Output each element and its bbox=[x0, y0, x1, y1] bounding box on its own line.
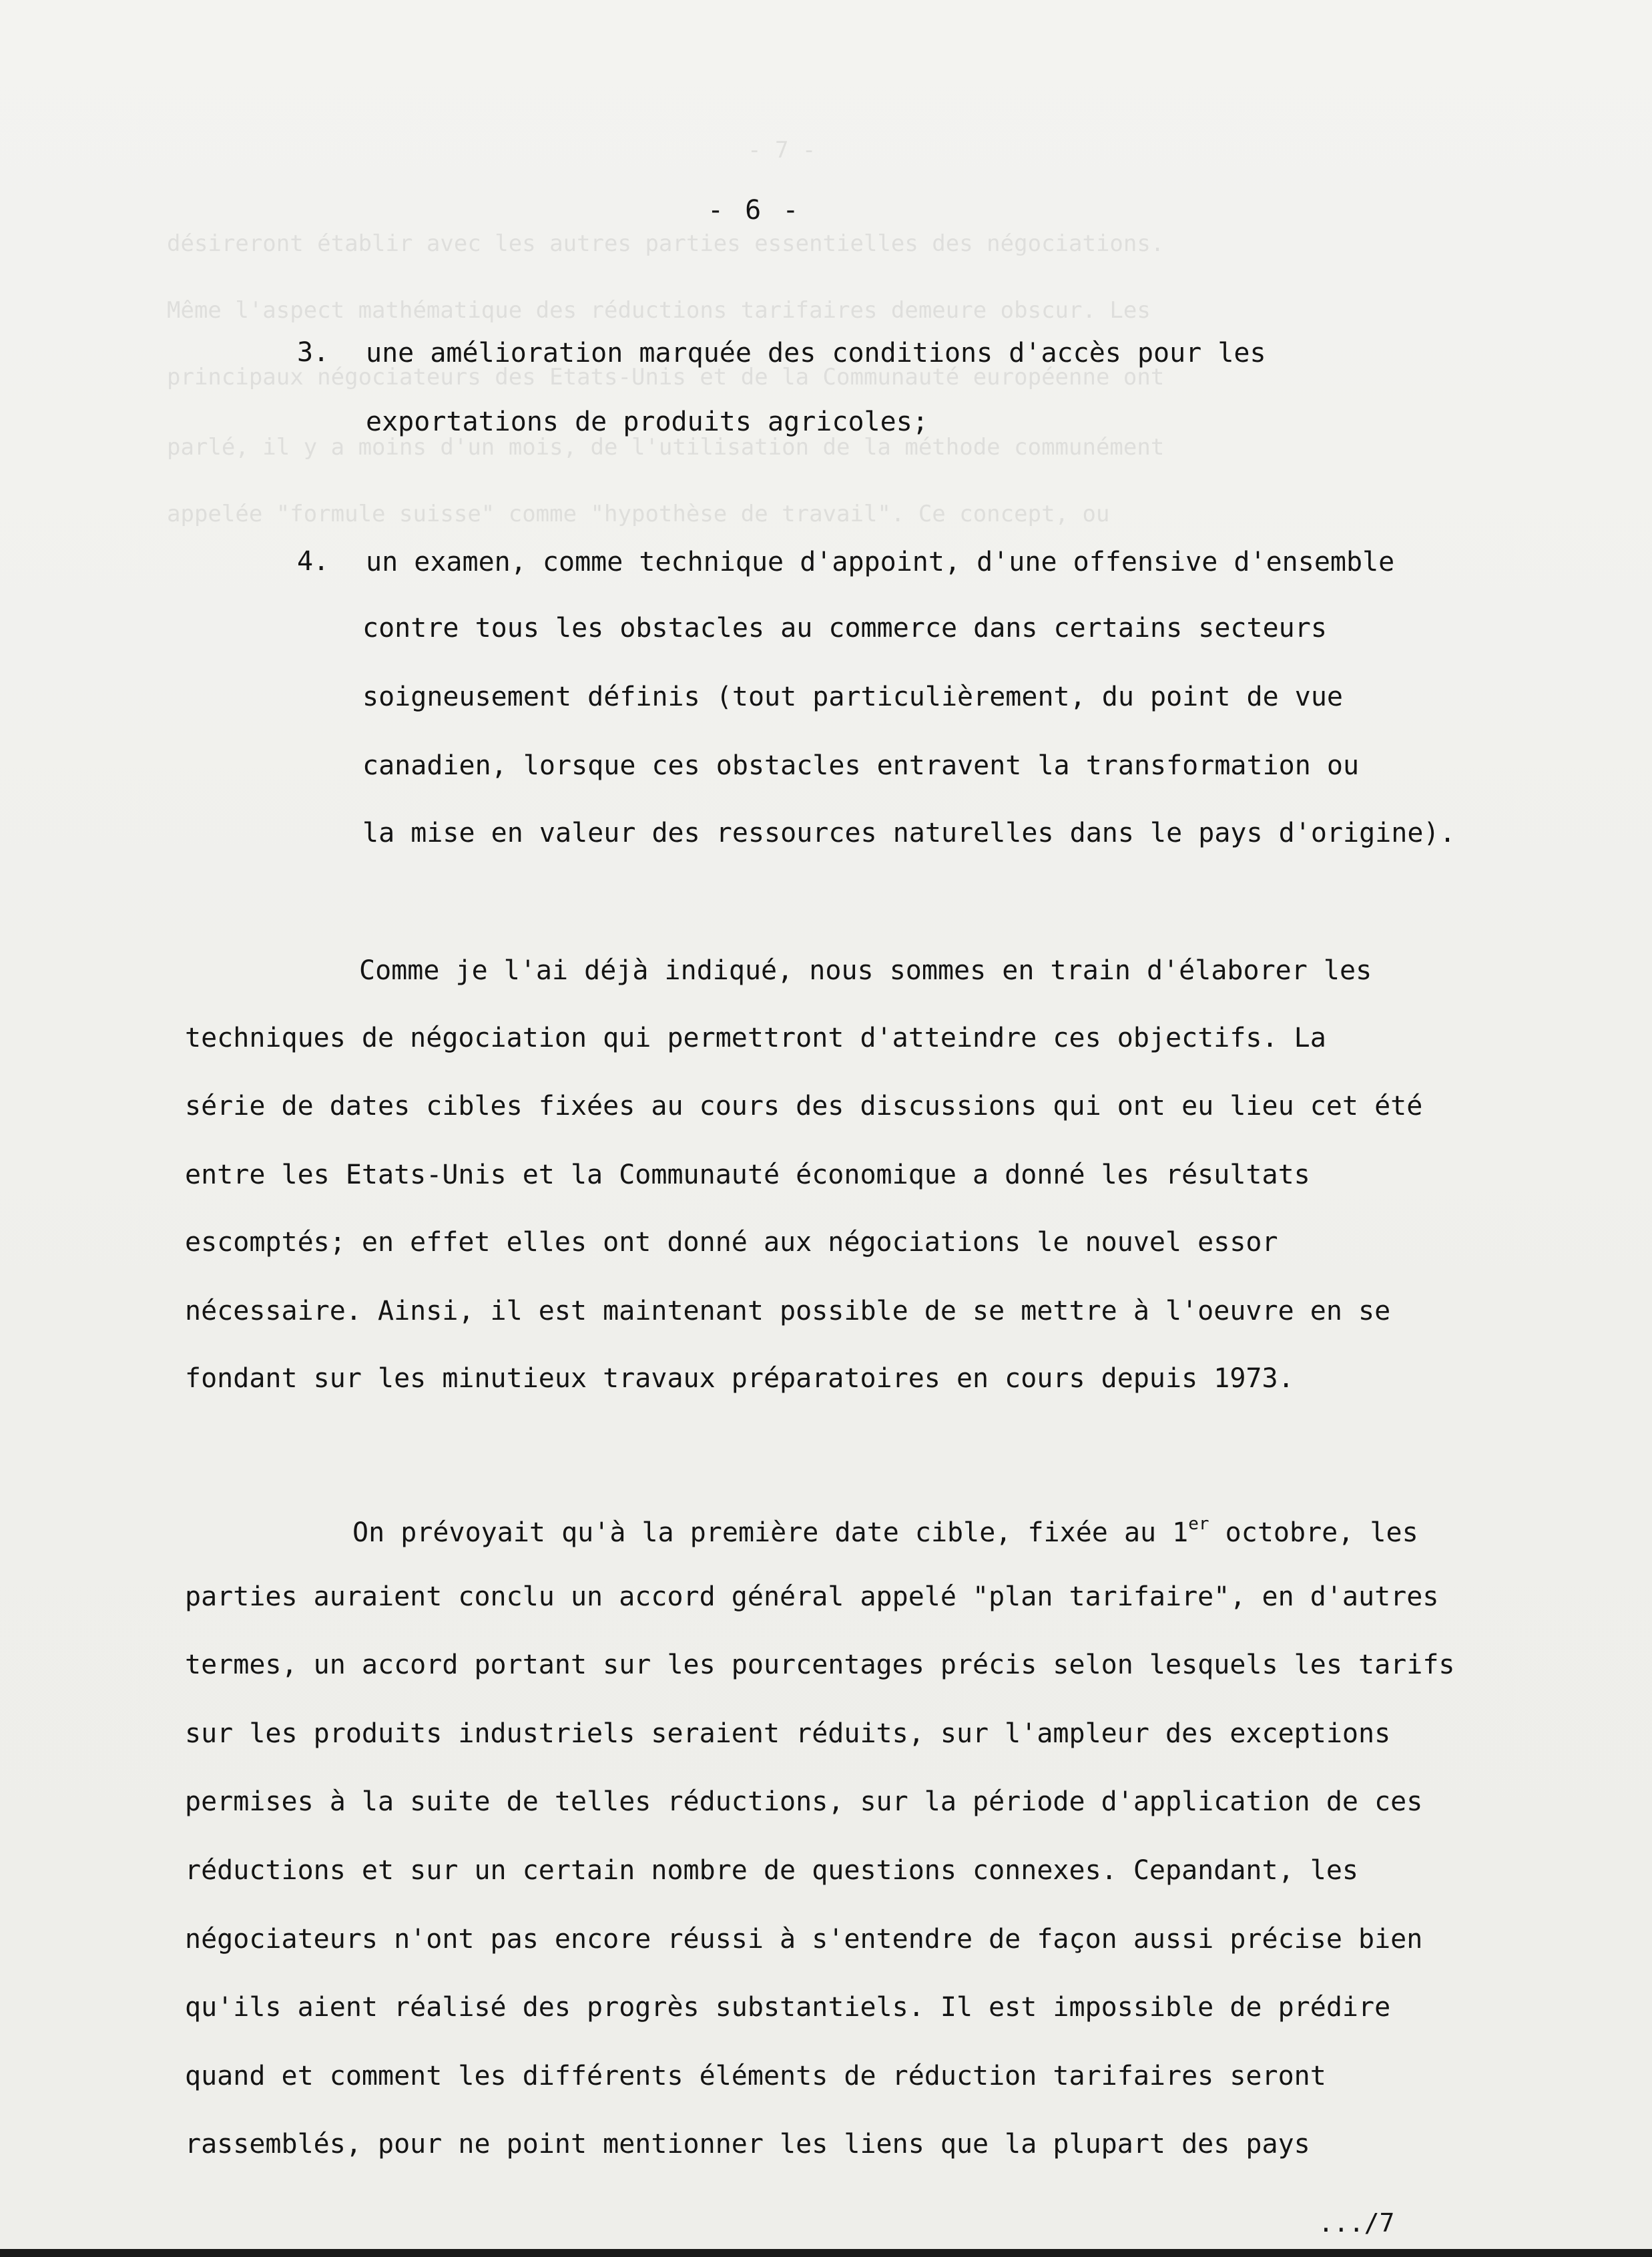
bleed-through-text: Même l'aspect mathématique des réductions tarifaires demeure obscur. Les bbox=[167, 297, 1151, 324]
paragraph-line: sur les produits industriels seraient réduits, sur l'ampleur des exceptions bbox=[185, 1718, 1391, 1749]
bleed-through-text: principaux négociateurs des Etats-Unis et de la Communauté européenne ont bbox=[167, 364, 1165, 391]
page-bottom-edge bbox=[0, 2249, 1652, 2257]
list-item-line: canadien, lorsque ces obstacles entravent la transformation ou bbox=[362, 750, 1360, 781]
list-item-line: un examen, comme technique d'appoint, d'une offensive d'ensemble bbox=[366, 547, 1395, 577]
list-item-line: contre tous les obstacles au commerce dans certains secteurs bbox=[362, 613, 1327, 644]
bleed-through-text: parlé, il y a moins d'un mois, de l'utilisation de la méthode communément bbox=[167, 434, 1165, 461]
paragraph-line: nécessaire. Ainsi, il est maintenant possible de se mettre à l'oeuvre en se bbox=[185, 1296, 1391, 1326]
bleed-through-text: désireront établir avec les autres parties essentielles des négociations. bbox=[167, 230, 1165, 257]
paragraph-line: entre les Etats-Unis et la Communauté économique a donné les résultats bbox=[185, 1160, 1310, 1190]
paragraph-line: quand et comment les différents éléments de réduction tarifaires seront bbox=[185, 2061, 1326, 2091]
list-item-line: une amélioration marquée des conditions d'accès pour les bbox=[366, 338, 1266, 368]
paragraph-line: qu'ils aient réalisé des progrès substantiels. Il est impossible de prédire bbox=[185, 1992, 1391, 2023]
paragraph-line: termes, un accord portant sur les pourcentages précis selon lesquels les tarifs bbox=[185, 1650, 1455, 1680]
paragraph-line: négociateurs n'ont pas encore réussi à s'entendre de façon aussi précise bien bbox=[185, 1924, 1423, 1955]
page-number: - 6 - bbox=[708, 195, 802, 226]
bleed-through-text: - 7 - bbox=[748, 137, 816, 164]
list-item-line: la mise en valeur des ressources naturelles dans le pays d'origine). bbox=[362, 818, 1456, 848]
paragraph-line: réductions et sur un certain nombre de questions connexes. Cepandant, les bbox=[185, 1855, 1358, 1886]
paragraph-line: série de dates cibles fixées au cours des discussions qui ont eu lieu cet été bbox=[185, 1091, 1423, 1121]
list-item-line: soigneusement définis (tout particulièrement, du point de vue bbox=[362, 682, 1344, 712]
list-item-number: 3. bbox=[297, 337, 330, 368]
paragraph-line: permises à la suite de telles réductions, sur la période d'application de ces bbox=[185, 1786, 1423, 1817]
list-item-number: 4. bbox=[297, 546, 330, 577]
paragraph-line: escomptés; en effet elles ont donné aux négociations le nouvel essor bbox=[185, 1227, 1278, 1258]
paragraph-line: Comme je l'ai déjà indiqué, nous sommes en train d'élaborer les bbox=[359, 955, 1372, 986]
paragraph-line: techniques de négociation qui permettront d'atteindre ces objectifs. La bbox=[185, 1023, 1326, 1053]
list-item-line: exportations de produits agricoles; bbox=[366, 407, 928, 437]
paragraph-line: parties auraient conclu un accord général appelé "plan tarifaire", en d'autres bbox=[185, 1581, 1439, 1612]
paragraph-line bbox=[352, 1515, 1418, 1546]
paragraph-text: On prévoyait qu'à la première date cible, fixée au 1 bbox=[352, 1517, 1189, 1548]
continuation-reference: .../7 bbox=[1318, 2208, 1395, 2238]
paragraph-line: rassemblés, pour ne point mentionner les liens que la plupart des pays bbox=[185, 2129, 1310, 2160]
bleed-through-text: appelée "formule suisse" comme "hypothèse de travail". Ce concept, ou bbox=[167, 501, 1110, 527]
paragraph-line: fondant sur les minutieux travaux préparatoires en cours depuis 1973. bbox=[185, 1363, 1294, 1394]
superscript: er bbox=[1188, 1514, 1209, 1534]
paragraph-text: octobre, les bbox=[1209, 1517, 1418, 1548]
